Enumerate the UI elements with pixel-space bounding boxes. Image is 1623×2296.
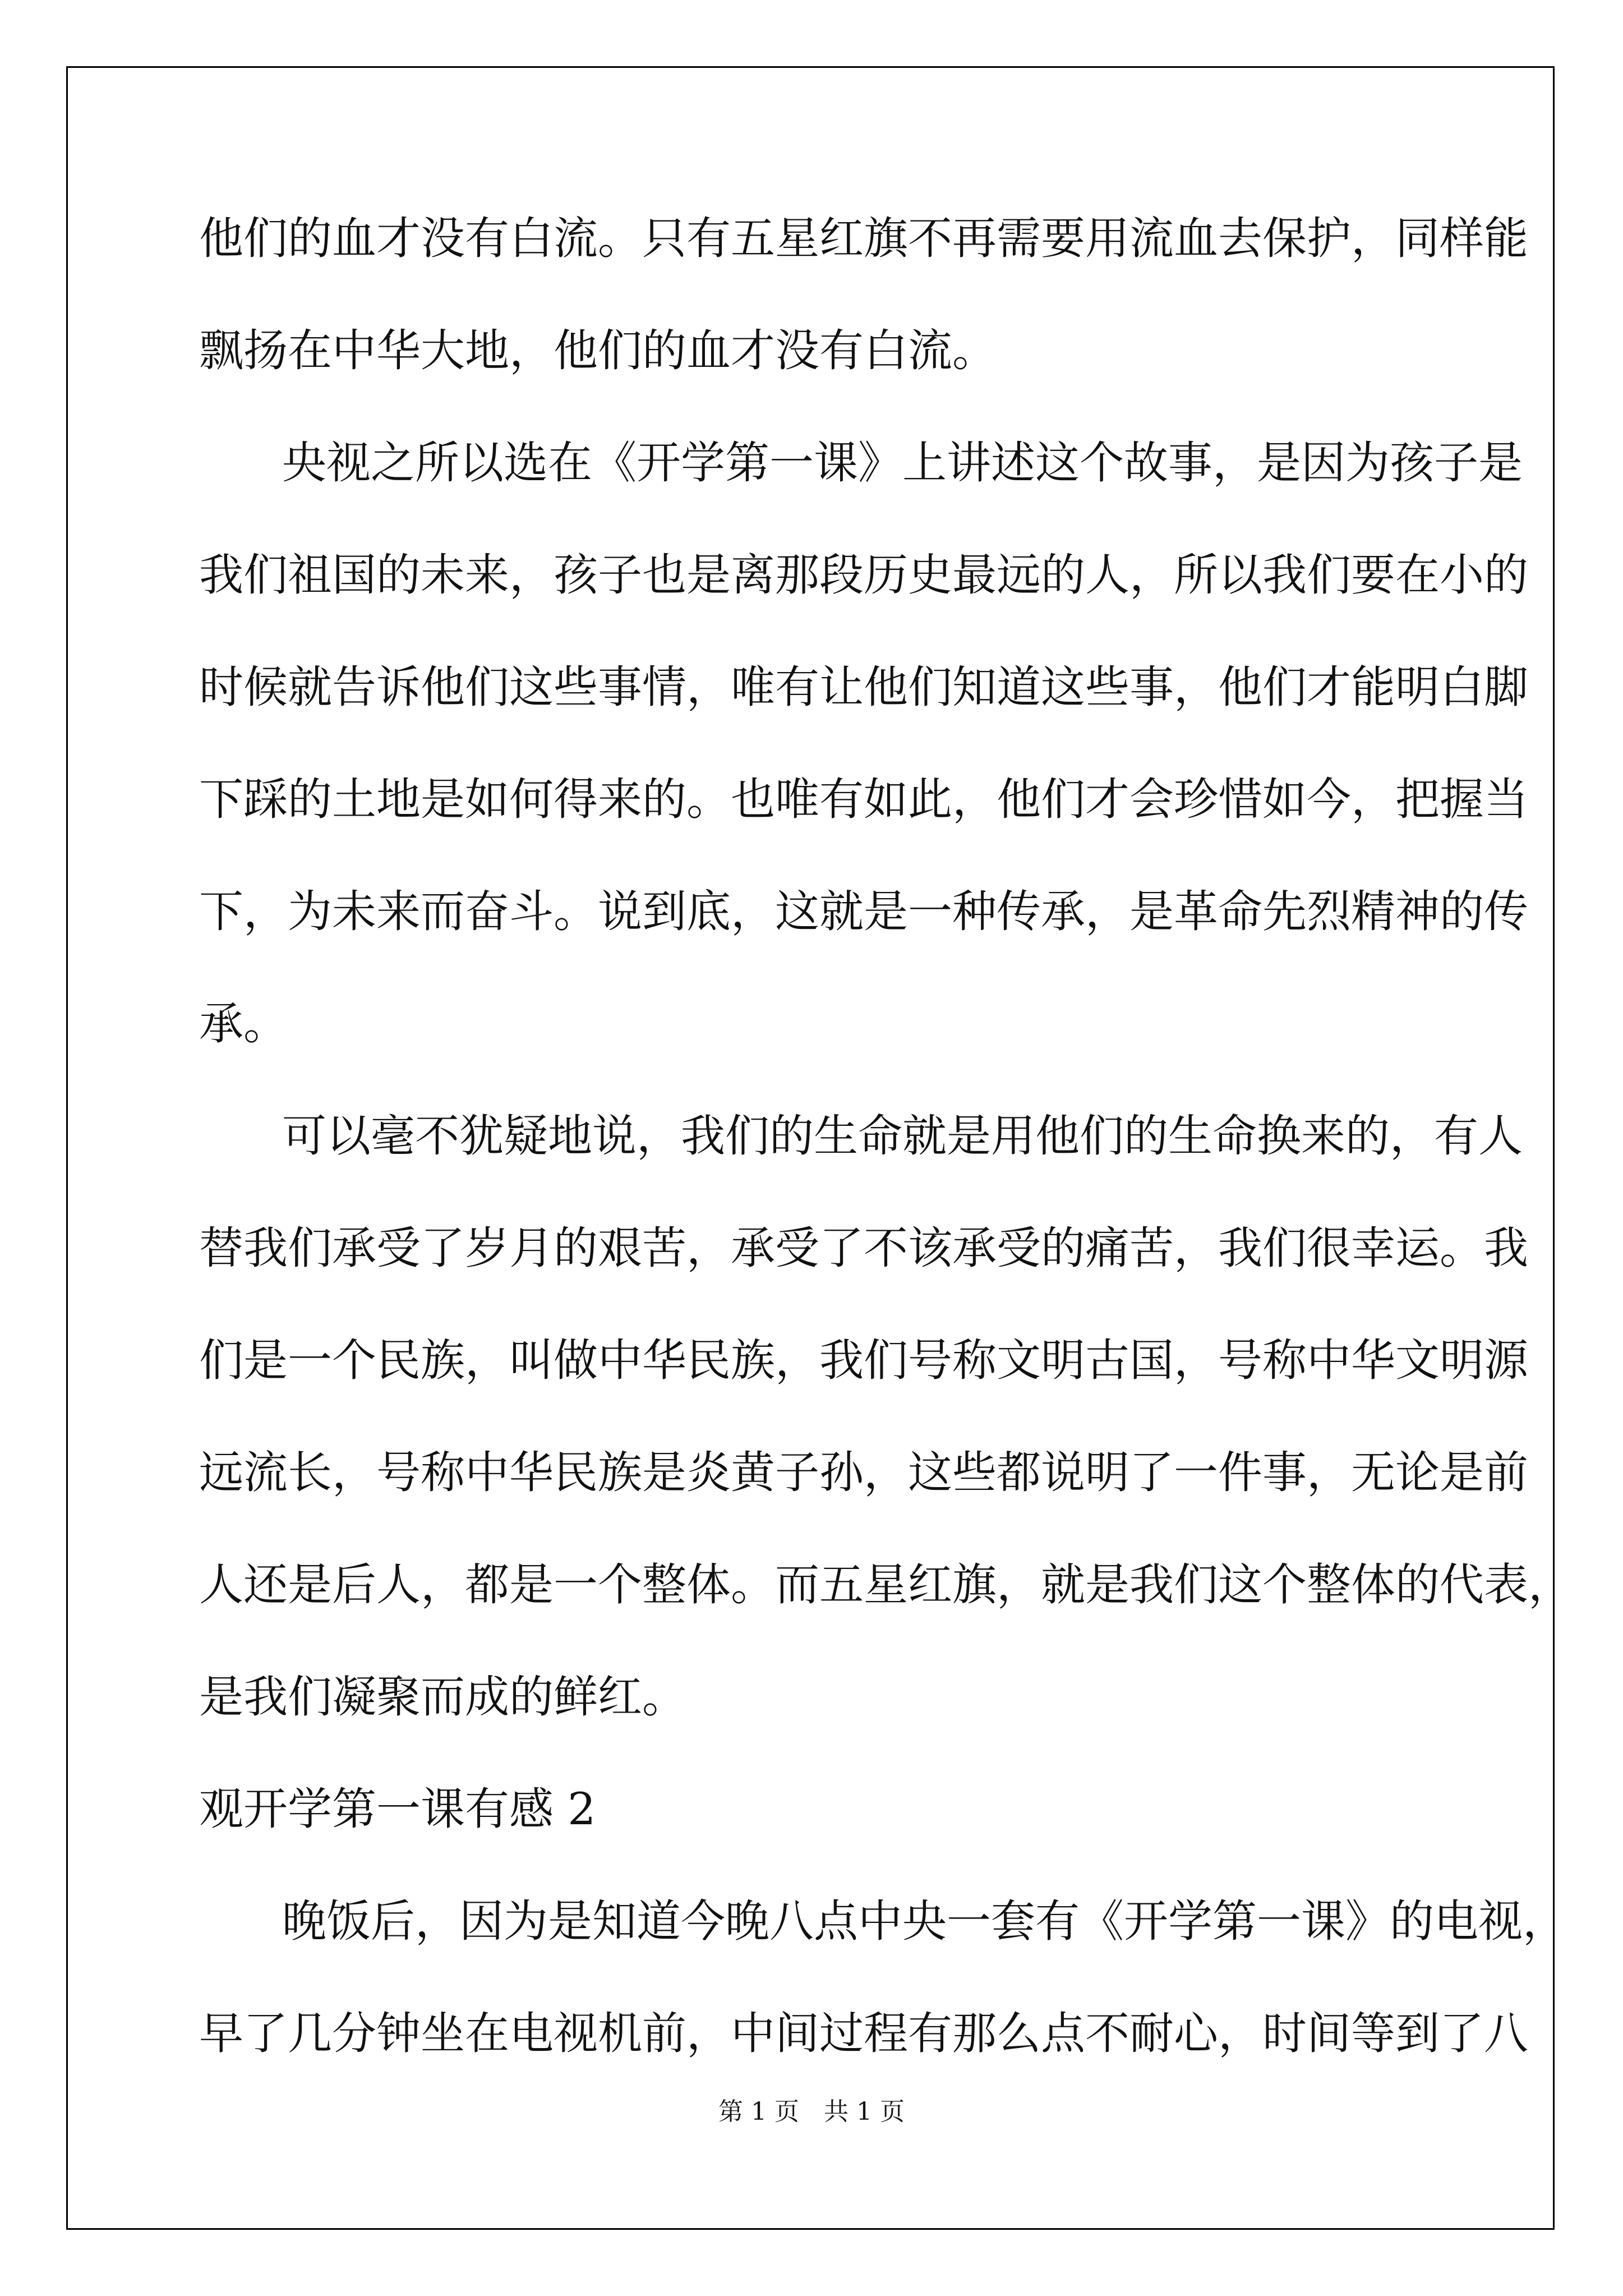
body-line: 是我们凝聚而成的鲜红。 [199,1671,686,1723]
document-body [199,205,1573,2112]
body-line: 人还是后人，都是一个整体。而五星红旗，就是我们这个整体的代表， [199,1559,1573,1611]
page-number-footer: 第 1 页 共 1 页 [718,2097,905,2126]
body-line: 替我们承受了岁月的艰苦，承受了不该承受的痛苦，我们很幸运。我 [199,1222,1528,1274]
body-line: 下，为未来而奋斗。说到底，这就是一种传承，是革命先烈精神的传 [199,886,1528,937]
body-line: 下踩的土地是如何得来的。也唯有如此，他们才会珍惜如今，把握当 [199,774,1528,825]
body-line: 我们祖国的未来，孩子也是离那段历史最远的人，所以我们要在小的 [199,549,1528,601]
body-line: 们是一个民族，叫做中华民族，我们号称文明古国，号称中华文明源 [199,1335,1528,1386]
body-line: 远流长，号称中华民族是炎黄子孙，这些都说明了一件事，无论是前 [199,1447,1528,1498]
body-line: 时候就告诉他们这些事情，唯有让他们知道这些事，他们才能明白脚 [199,661,1528,713]
body-line: 飘扬在中华大地，他们的血才没有白流。 [199,325,997,376]
paragraph-start-line: 央视之所以选在《开学第一课》上讲述这个故事，是因为孩子是 [282,437,1523,489]
body-line: 他们的血才没有白流。只有五星红旗不再需要用流血去保护，同样能 [199,213,1528,264]
paragraph-start-line: 可以毫不犹疑地说，我们的生命就是用他们的生命换来的，有人 [282,1110,1523,1162]
body-line: 承。 [199,998,288,1050]
paragraph-start-line: 晚饭后，因为是知道今晚八点中央一套有《开学第一课》的电视， [282,1895,1567,1947]
section-heading: 观开学第一课有感 2 [199,1783,596,1835]
body-line: 早了几分钟坐在电视机前，中间过程有那么点不耐心，时间等到了八 [199,2008,1528,2059]
